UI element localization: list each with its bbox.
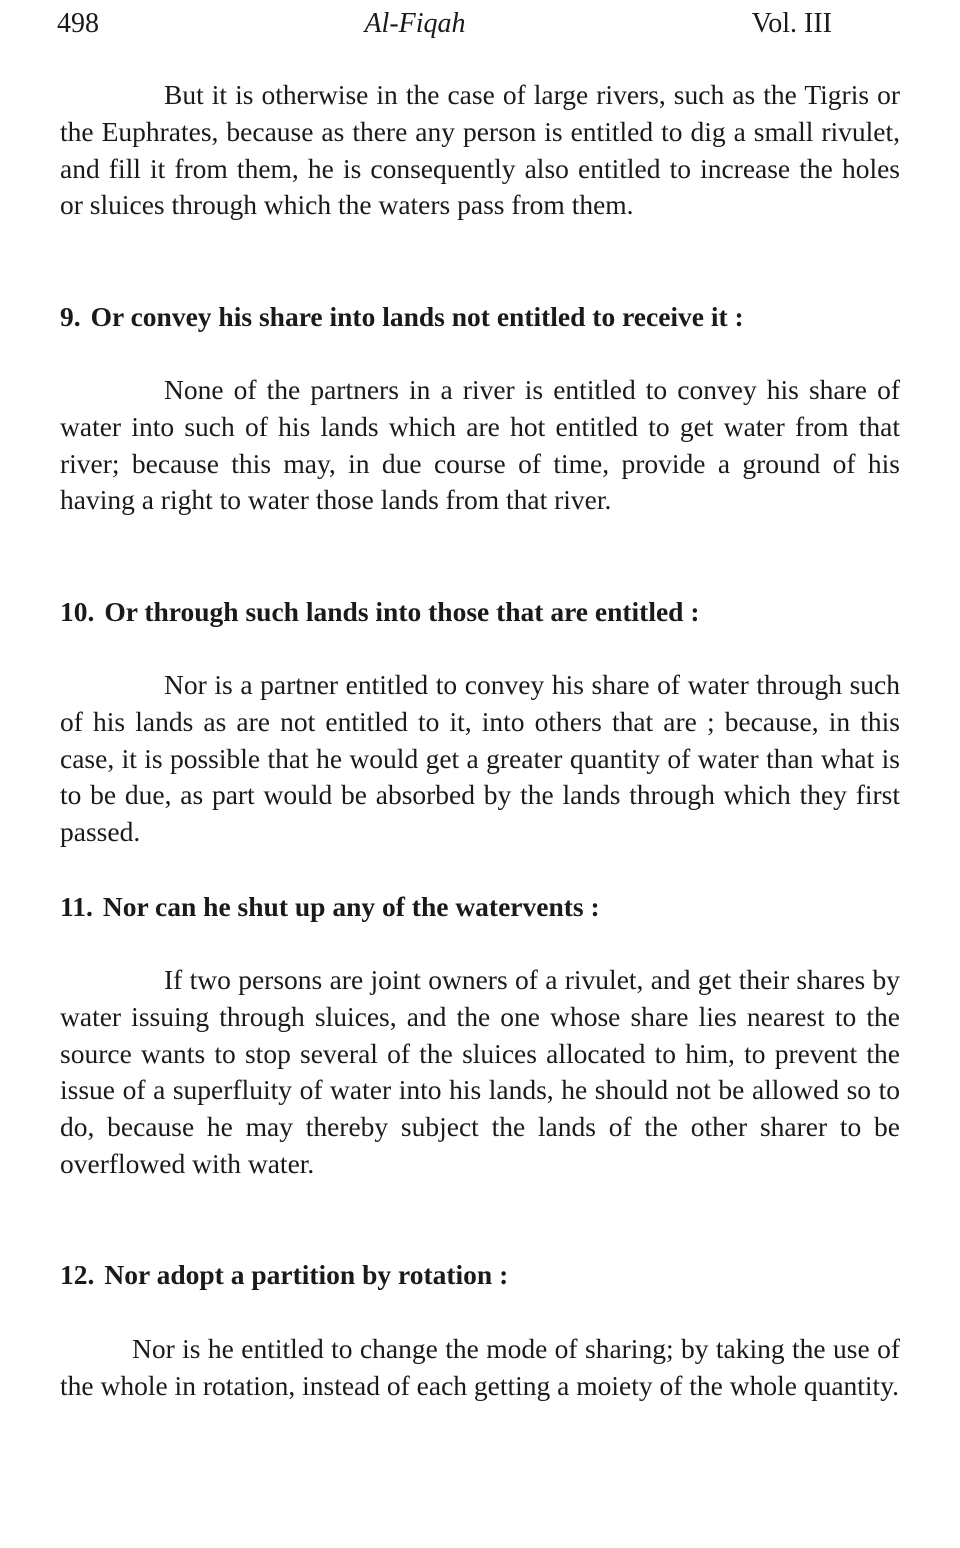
section-paragraph-11: If two persons are joint owners of a rivulet, and get their shares by water issuing through sluices, and the one whose share lies nearest to the source wants to stop several of the sluices allocated to him, to prevent the issue of a superfluity of water into his lands, he should not be allowed so to do, because he may thereby subject the lands of the other sharer to be overflowed with water. xyxy=(60,964,900,1179)
section-paragraph-9: None of the partners in a river is entitled to convey his share of water into such of his lands which are hot entitled to get water from that river; because this may, in due course of time, provide a ground of his having a right to water those lands from that river. xyxy=(60,374,900,516)
section-heading-12 xyxy=(60,1257,920,1293)
section-title: Nor adopt a partition by rotation : xyxy=(104,1259,509,1290)
volume-label: Vol. III xyxy=(751,8,832,39)
section-number: 10. xyxy=(60,596,95,627)
section-heading-11 xyxy=(60,889,920,925)
section-heading-9 xyxy=(60,299,920,335)
section-title: Or through such lands into those that are entitled : xyxy=(104,596,700,627)
section-paragraph-12: Nor is he entitled to change the mode of sharing; by taking the use of the whole in rotation, instead of each getting a moiety of the whole quantity. xyxy=(60,1333,900,1401)
running-header xyxy=(0,4,960,44)
section-paragraph-10: Nor is a partner entitled to convey his share of water through such of his lands as are not entitled to it, into others that are ; because, in this case, it is possible that he would get a greater quantity of water than what is to be due, as part would be absorbed by the lands through which they first passed. xyxy=(60,669,900,848)
page-number: 498 xyxy=(57,8,99,39)
intro-paragraph: But it is otherwise in the case of large rivers, such as the Tigris or the Euphrates, because as there any person is entitled to dig a small rivulet, and fill it from them, he is consequently also entitled to increase the holes or sluices through which the waters pass from them. xyxy=(60,79,900,221)
book-title: Al-Fiqah xyxy=(364,8,466,39)
section-title: Or convey his share into lands not entitled to receive it : xyxy=(90,301,744,332)
section-number: 9. xyxy=(60,301,81,332)
section-number: 11. xyxy=(60,891,93,922)
section-number: 12. xyxy=(60,1259,95,1290)
section-title: Nor can he shut up any of the watervents : xyxy=(102,891,600,922)
section-heading-10 xyxy=(60,594,920,630)
